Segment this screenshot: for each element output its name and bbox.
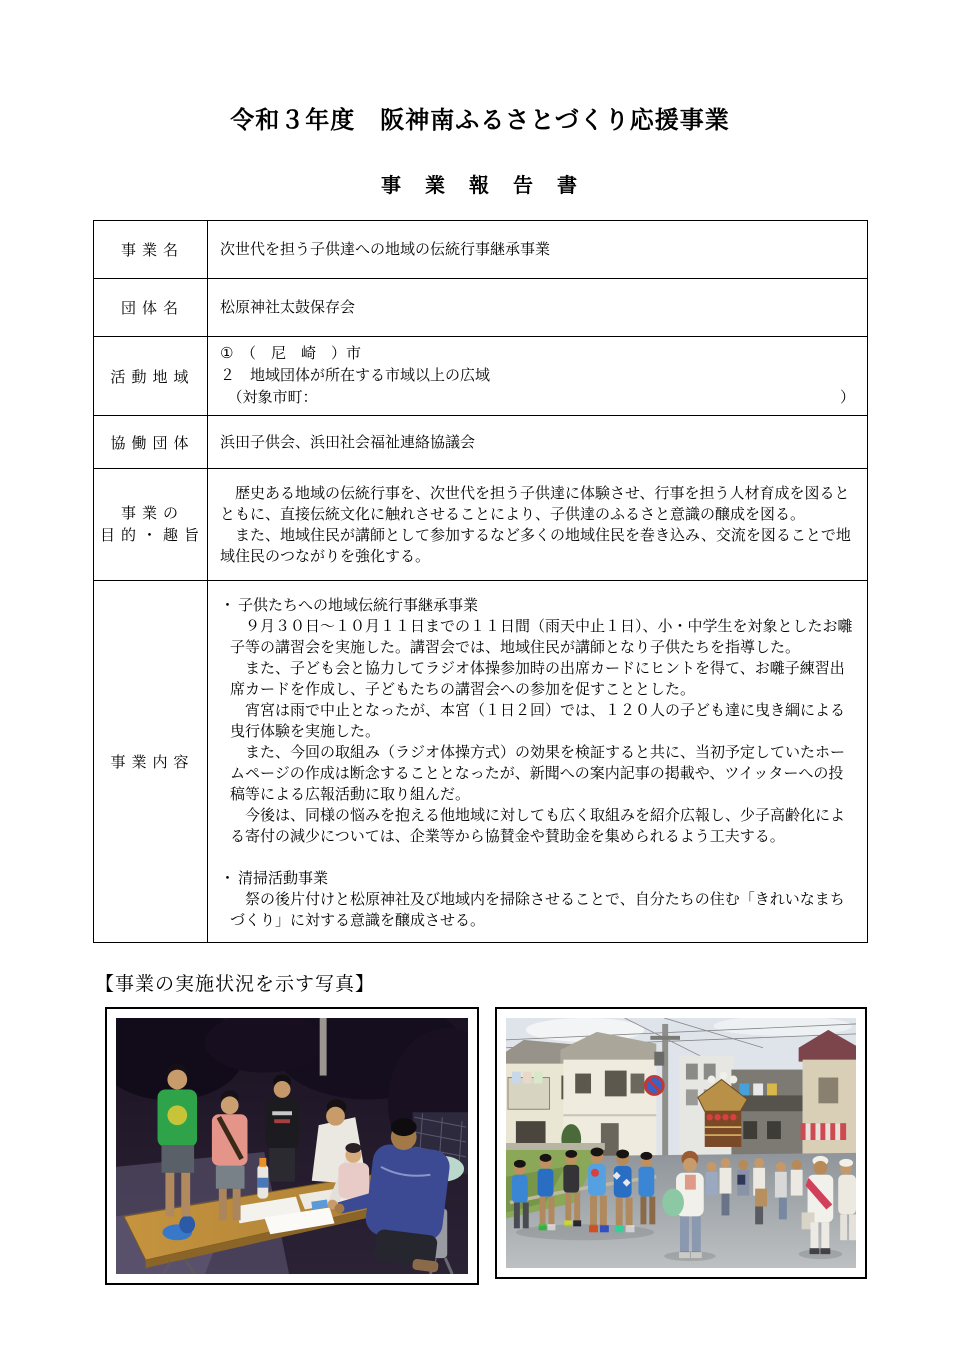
page-subtitle: 事 業 報 告 書: [381, 175, 579, 197]
row-activity-area: [94, 337, 868, 416]
night-reception-illustration: [116, 1018, 468, 1274]
row-purpose: [94, 469, 868, 581]
page-title: 令和３年度 阪神南ふるさとづくり応援事業: [230, 107, 730, 134]
photo-festival-procession: [495, 1007, 867, 1279]
purpose-label: [94, 469, 208, 581]
photos-section-heading: 【事業の実施状況を示す写真】: [95, 974, 376, 995]
content-section-2-title: 清掃活動事業: [238, 870, 329, 887]
purpose-paragraph-2: また、地域住民が講師として参加するなど多くの地域住民を巻き込み、交流を図ることで地域住民のつながりを強化する。: [220, 526, 851, 565]
content-section-2-body: [230, 889, 855, 931]
content-section-1-body: [230, 616, 855, 847]
festival-procession-illustration: [506, 1018, 856, 1268]
row-content: [94, 581, 868, 943]
project-name-value: 次世代を担う子供達への地域の伝統行事継承事業: [208, 221, 868, 279]
content-section-1-title: 子供たちへの地域伝統行事継承事業: [238, 597, 479, 614]
row-project-name: [94, 221, 868, 279]
activity-area-target-close: ）: [839, 389, 855, 406]
partner-organizations-value: 浜田子供会、浜田社会福祉連絡協議会: [208, 416, 868, 469]
bullet-mark: ・: [220, 597, 236, 614]
activity-area-target-open: （対象市町：: [220, 389, 318, 406]
report-table: [93, 220, 868, 943]
content-value: [208, 581, 868, 943]
activity-area-option1: ① （ 尼 崎 ）市: [220, 345, 361, 362]
no-parking-sign: [645, 1077, 663, 1095]
content-paragraph: また、子ども会と協力してラジオ体操参加時の出席カードにヒントを得て、お囃子練習出席カードを作成し、子どもたちの講習会への参加を促すこととした。: [230, 660, 845, 698]
purpose-paragraph-1: 歴史ある地域の伝統行事を、次世代を担う子供達に体験させ、行事を担う人材育成を図るとともに、直接伝統文化に触れさせることにより、子供達のふるさと意識の醸成を図る。: [220, 484, 850, 523]
project-name-label: 事業名: [94, 221, 208, 279]
content-paragraph: 今後は、同様の悩みを抱える他地域に対しても広く取組みを紹介広報し、少子高齢化による寄付の減少については、企業等から協賛金や賛助金を集められるよう工夫する。: [230, 807, 846, 845]
content-section-2: [220, 868, 855, 931]
content-section-1-heading: [220, 595, 855, 616]
bullet-mark: ・: [220, 870, 236, 887]
content-section-1: [220, 595, 855, 847]
row-organization-name: [94, 279, 868, 337]
activity-area-label: 活動地域: [94, 337, 208, 416]
photo-night-reception: [105, 1007, 479, 1285]
activity-area-target-line: [220, 387, 855, 409]
purpose-label-line2: 目的・趣旨: [99, 526, 205, 544]
partner-organizations-label: 協働団体: [94, 416, 208, 469]
content-label: 事業内容: [94, 581, 208, 943]
row-partner-organizations: [94, 416, 868, 469]
content-paragraph: また、今回の取組み（ラジオ体操方式）の効果を検証すると共に、当初予定していたホームページの作成は断念することとなったが、新聞への案内記事の掲載や、ツイッターへの投稿等による広報活動に取り組んだ。: [230, 744, 846, 803]
content-paragraph: 祭の後片付けと松原神社及び地域内を掃除させることで、自分たちの住む「きれいなまちづくり」に対する意識を醸成させる。: [230, 891, 845, 929]
content-paragraph: 宵宮は雨で中止となったが、本宮（１日２回）では、１２０人の子ども達に曳き綱による曳行体験を実施した。: [230, 702, 846, 740]
photos-row: [105, 1007, 960, 1285]
organization-name-label: 団体名: [94, 279, 208, 337]
activity-area-value: [208, 337, 868, 416]
content-section-2-heading: [220, 868, 855, 889]
purpose-label-line1: 事業の: [120, 504, 184, 522]
organization-name-value: 松原神社太鼓保存会: [208, 279, 868, 337]
purpose-value: [208, 469, 868, 581]
content-paragraph: ９月３０日～１０月１１日までの１１日間（雨天中止１日）、小・中学生を対象としたお囃子等の講習会を実施した。講習会では、地域住民が講師となり子供たちを指導した。: [230, 618, 853, 656]
activity-area-option2: ２ 地域団体が所在する市域以上の広域: [220, 367, 491, 384]
